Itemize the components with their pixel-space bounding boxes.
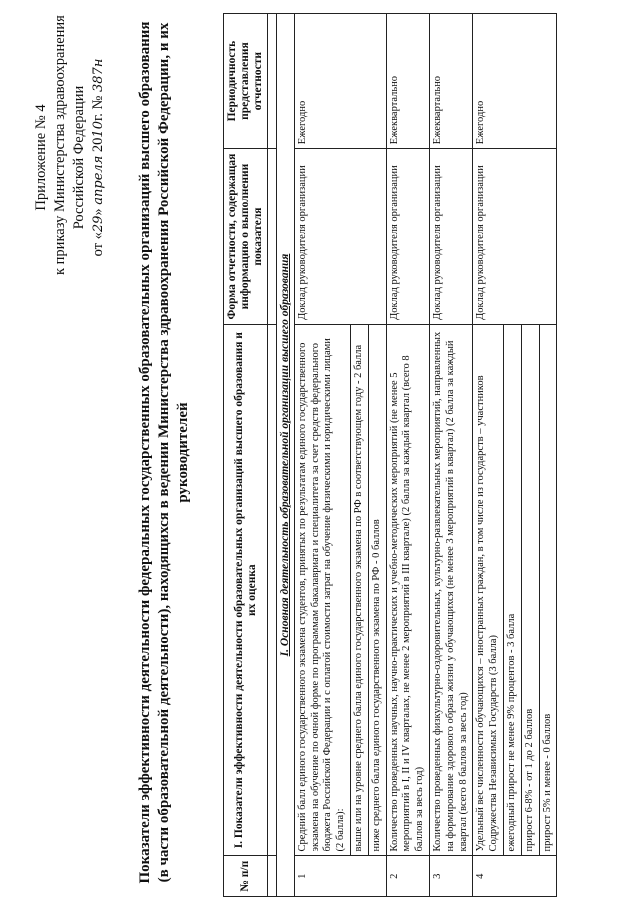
document-title: Показатели эффективности деятельности федеральных государственных образовательных организаций высшего образования (в части образовательной деятельности), находящихся в ведении Министерства здравоохранения Российской Федерации, и их руководителей bbox=[137, 21, 191, 884]
handwritten-order-number: 387н bbox=[91, 58, 106, 92]
indicator-text: Количество проведенных научных, научно-практических и учебно-методических мероприятий (не менее 5 мероприятий в I, II и IV кварталах, не менее 2 мероприятий в III квартале) (2 балла за каждый квартал (всего 8 баллов за весь год) bbox=[386, 324, 429, 856]
periodicity: Ежеквартально bbox=[386, 14, 429, 149]
row-number: 4 bbox=[473, 856, 557, 897]
indicator-text: Удельный вес численности обучающихся – иностранных граждан, в том числе из государств – участников Содружества Независимых Государств (3 балла) bbox=[473, 324, 504, 856]
date-quote: » bbox=[90, 208, 106, 216]
ministry-country: Российской Федерации bbox=[71, 85, 87, 230]
date-prefix: от « bbox=[90, 232, 106, 257]
indicator-text: Средний балл единого государственного экзамена студентов, принятых по результатам единого государственного экзамена на обучение по очной форме по программам бакалавриата и специалитета за счет средств федерального бюджета Российской Федерации и с оплатой стоимости затрат на обучение физическими и юридическими лицами (2 балла): bbox=[294, 324, 350, 856]
indicators-table bbox=[223, 13, 557, 897]
table-header-row bbox=[224, 14, 268, 897]
appendix-number: Приложение № 4 bbox=[33, 104, 49, 211]
report-form: Доклад руководителя организации bbox=[429, 149, 472, 325]
indicator-text: ежегодный прирост не менее 9% процентов - 3 балла bbox=[503, 324, 521, 856]
handwritten-year: 10 bbox=[91, 121, 106, 138]
handwritten-day: 29 bbox=[91, 215, 106, 233]
row-number: 1 bbox=[294, 856, 386, 897]
section-heading: I. Основная деятельность образовательной организации высшего образования bbox=[277, 14, 295, 897]
row-number: 3 bbox=[429, 856, 472, 897]
order-reference: к приказу Министерства здравоохранения bbox=[52, 15, 68, 275]
report-form: Доклад руководителя организации bbox=[386, 149, 429, 325]
spacer-cell bbox=[268, 856, 277, 897]
number-prefix: г. № bbox=[90, 95, 106, 122]
section-heading-row bbox=[277, 14, 295, 897]
order-date-line bbox=[89, 40, 108, 275]
table-spacer-row bbox=[268, 14, 277, 897]
spacer-cell bbox=[268, 324, 277, 856]
header-report-form: Форма отчетности, содержащая информацию о выполнении показателя bbox=[224, 149, 268, 325]
indicator-text: прирост 5% и менее - 0 баллов bbox=[539, 324, 557, 856]
table-row bbox=[473, 14, 504, 897]
appendix-header bbox=[32, 15, 108, 275]
header-indicators: I. Показатели эффективности деятельности образовательных организаций высшего образования и их оценка bbox=[224, 324, 268, 856]
periodicity: Ежеквартально bbox=[429, 14, 472, 149]
spacer-cell bbox=[268, 149, 277, 325]
report-form: Доклад руководителя организации bbox=[294, 149, 386, 325]
spacer-cell bbox=[268, 14, 277, 149]
periodicity: Ежегодно bbox=[294, 14, 386, 149]
header-periodicity: Периодичность представления отчетности bbox=[224, 14, 268, 149]
year-prefix: 20 bbox=[90, 137, 106, 153]
report-form: Доклад руководителя организации bbox=[473, 149, 557, 325]
header-number: № п/п bbox=[224, 856, 268, 897]
indicator-text: ниже среднего балла единого государственного экзамена по РФ - 0 баллов bbox=[368, 324, 386, 856]
table-row bbox=[429, 14, 472, 897]
handwritten-month: апреля bbox=[91, 155, 106, 205]
indicator-text: Количество проведенных физкультурно-оздоровительных, культурно-развлекательных мероприятий, направленных на формирование здорового образа жизни у обучающихся (не менее 3 мероприятий в квартал) (2 балла за каждый квартал (всего 8 баллов за весь год) bbox=[429, 324, 472, 856]
row-number: 2 bbox=[386, 856, 429, 897]
indicator-text: выше или на уровне среднего балла единого государственного экзамена по РФ в соответствующем году - 2 балла bbox=[350, 324, 368, 856]
table-row bbox=[294, 14, 350, 897]
indicator-text: прирост 6-8% - от 1 до 2 баллов bbox=[521, 324, 539, 856]
table-row bbox=[386, 14, 429, 897]
periodicity: Ежегодно bbox=[473, 14, 557, 149]
